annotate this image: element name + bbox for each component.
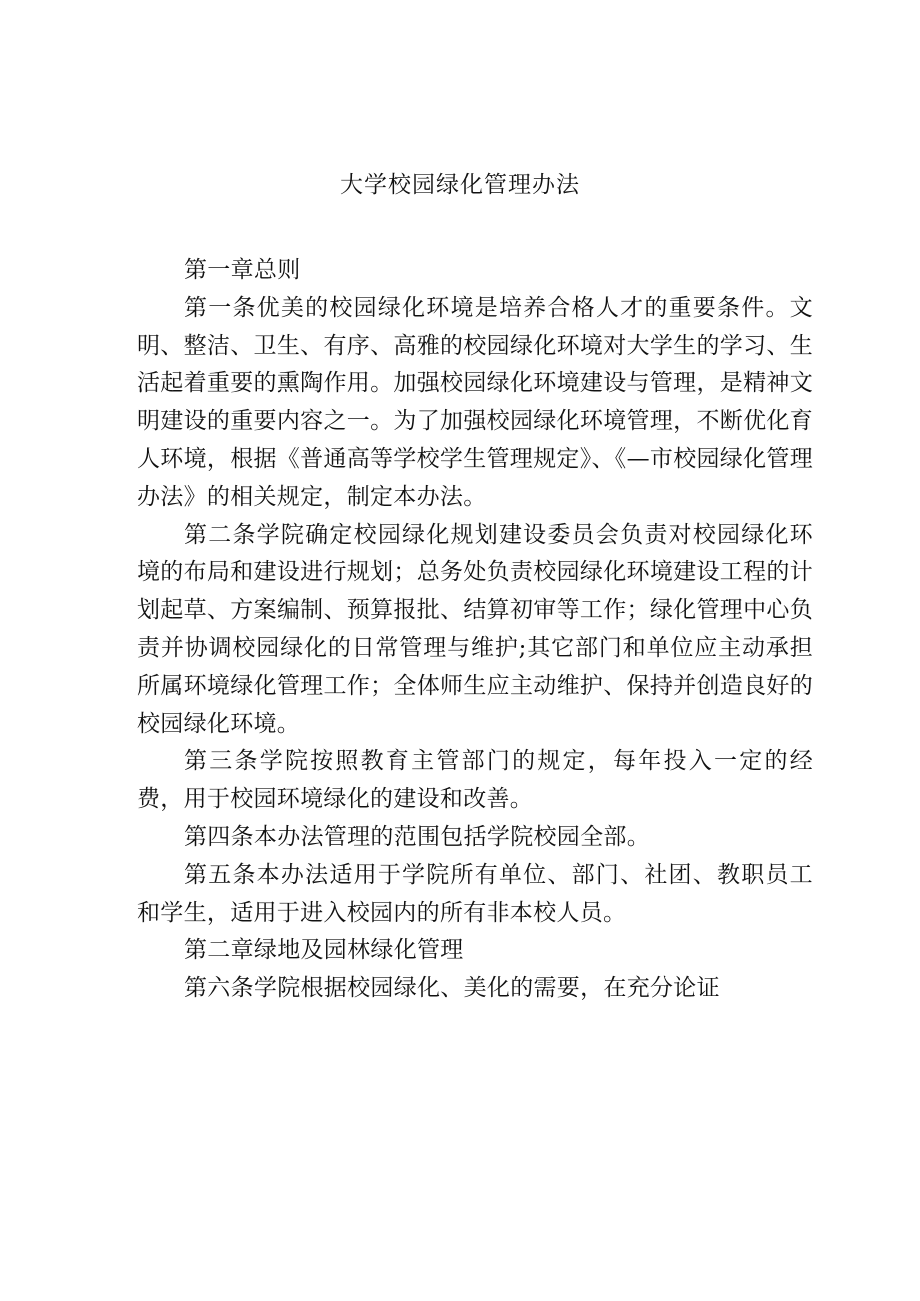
chapter-heading: 第二章绿地及园林绿化管理 <box>184 937 464 964</box>
article-paragraph: 第一条优美的校园绿化环境是培养合格人才的重要条件。文明、整洁、卫生、有序、高雅的校园绿化环境对大学生的学习、生活起着重要的熏陶作用。加强校园绿化环境建设与管理，是精神文明建设的重要内容之一。为了加强校园绿化环境管理，不断优化育人环境，根据《普通高等学校学生管理规定》、《—市校园绿化管理办法》的相关规定，制定本办法。 <box>137 294 813 510</box>
document-body <box>137 252 813 1008</box>
document-title: 大学校园绿化管理办法 <box>340 172 580 198</box>
article-paragraph: 第五条本办法适用于学院所有单位、部门、社团、教职员工和学生，适用于进入校园内的所有非本校人员。 <box>137 861 813 926</box>
article-paragraph: 第二条学院确定校园绿化规划建设委员会负责对校园绿化环境的布局和建设进行规划；总务处负责校园绿化环境建设工程的计划起草、方案编制、预算报批、结算初审等工作；绿化管理中心负责并协调校园绿化的日常管理与维护;其它部门和单位应主动承担所属环境绿化管理工作；全体师生应主动维护、保持并创造良好的校园绿化环境。 <box>137 521 813 737</box>
article-paragraph: 第四条本办法管理的范围包括学院校园全部。 <box>184 823 650 850</box>
chapter-heading: 第一章总则 <box>184 257 301 283</box>
article-paragraph: 第三条学院按照教育主管部门的规定，每年投入一定的经费，用于校园环境绿化的建设和改善。 <box>137 748 813 813</box>
article-paragraph: 第六条学院根据校园绿化、美化的需要，在充分论证 <box>184 975 720 1002</box>
